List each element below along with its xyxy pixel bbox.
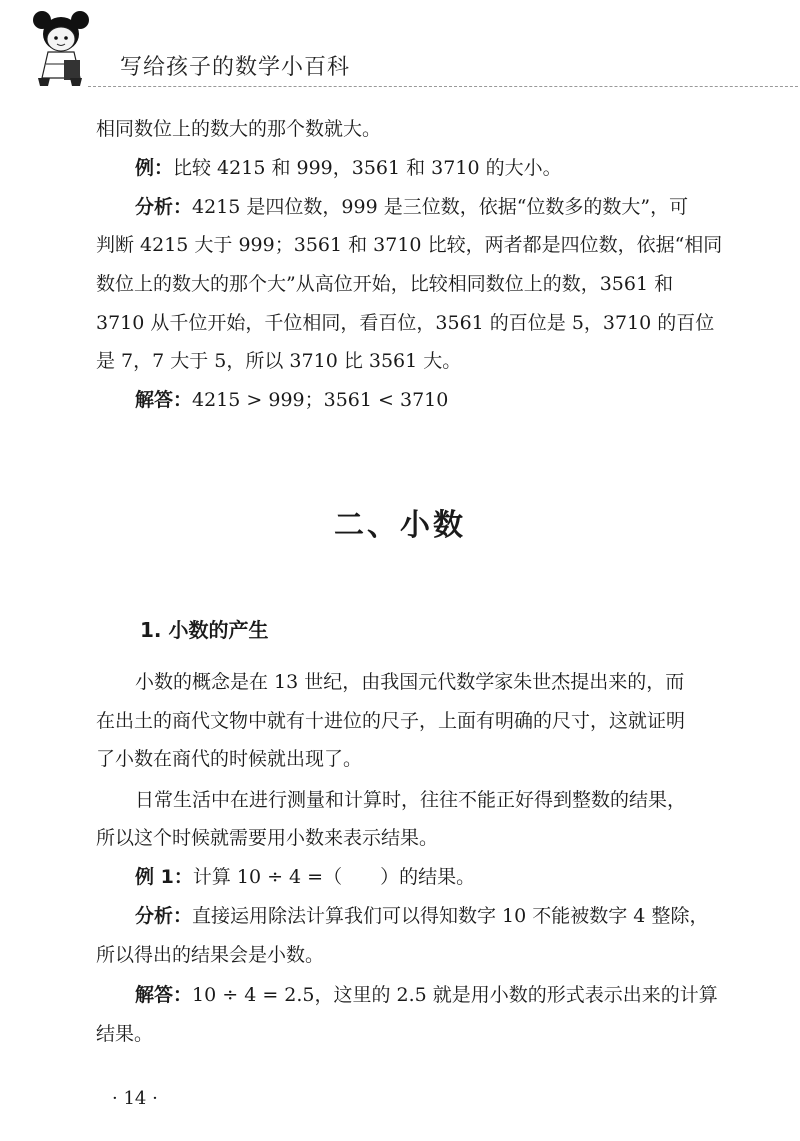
paragraph-line: 所以这个时候就需要用小数来表示结果。 bbox=[96, 827, 439, 849]
example-label: 例： bbox=[135, 157, 174, 179]
page-number: · 14 · bbox=[112, 1088, 158, 1109]
answer-text: 10 ÷ 4 = 2.5，这里的 2.5 就是用小数的形式表示出来的计算 bbox=[192, 984, 718, 1006]
page-header bbox=[28, 8, 788, 88]
answer-label: 解答： bbox=[135, 389, 193, 411]
analysis-label: 分析： bbox=[135, 196, 193, 218]
analysis-line: 是 7，7 大于 5，所以 3710 比 3561 大。 bbox=[96, 350, 462, 372]
analysis-line: 数位上的数大的那个大”从高位开始，比较相同数位上的数，3561 和 bbox=[96, 273, 674, 295]
book-title: 写给孩子的数学小百科 bbox=[120, 55, 351, 80]
analysis-line: 3710 从千位开始，千位相同，看百位，3561 的百位是 5，3710 的百位 bbox=[96, 312, 715, 334]
analysis-line bbox=[135, 196, 688, 219]
answer-label: 解答： bbox=[135, 984, 193, 1006]
paragraph-line: 了小数在商代的时候就出现了。 bbox=[96, 748, 363, 770]
analysis-line: 所以得出的结果会是小数。 bbox=[96, 944, 325, 966]
answer-line: 结果。 bbox=[96, 1023, 154, 1045]
example-line bbox=[135, 157, 562, 180]
section-title: 二、小数 bbox=[334, 508, 466, 543]
answer-line bbox=[135, 984, 718, 1007]
analysis-label: 分析： bbox=[135, 905, 193, 927]
answer-text: 4215 > 999；3561 < 3710 bbox=[192, 389, 449, 411]
girl-mascot-icon bbox=[28, 8, 103, 88]
analysis-text: 4215 是四位数，999 是三位数，依据“位数多的数大”，可 bbox=[192, 196, 689, 218]
header-divider bbox=[88, 86, 800, 87]
text-line: 相同数位上的数大的那个数就大。 bbox=[96, 118, 382, 140]
example-text: 计算 10 ÷ 4 =（ ）的结果。 bbox=[192, 866, 476, 888]
paragraph-line: 小数的概念是在 13 世纪，由我国元代数学家朱世杰提出来的，而 bbox=[135, 671, 685, 693]
example-text: 比较 4215 和 999，3561 和 3710 的大小。 bbox=[173, 157, 562, 179]
analysis-line: 判断 4215 大于 999；3561 和 3710 比较，两者都是四位数，依据“相同 bbox=[96, 234, 723, 256]
answer-line bbox=[135, 389, 448, 412]
analysis-line bbox=[135, 905, 708, 928]
analysis-text: 直接运用除法计算我们可以得知数字 10 不能被数字 4 整除， bbox=[192, 905, 709, 927]
example-line bbox=[135, 866, 475, 889]
subsection-title: 1. 小数的产生 bbox=[140, 618, 269, 642]
paragraph-line: 日常生活中在进行测量和计算时，往往不能正好得到整数的结果， bbox=[135, 789, 687, 811]
example-label: 例 1： bbox=[135, 866, 193, 888]
paragraph-line: 在出土的商代文物中就有十进位的尺子，上面有明确的尺寸，这就证明 bbox=[96, 710, 686, 732]
